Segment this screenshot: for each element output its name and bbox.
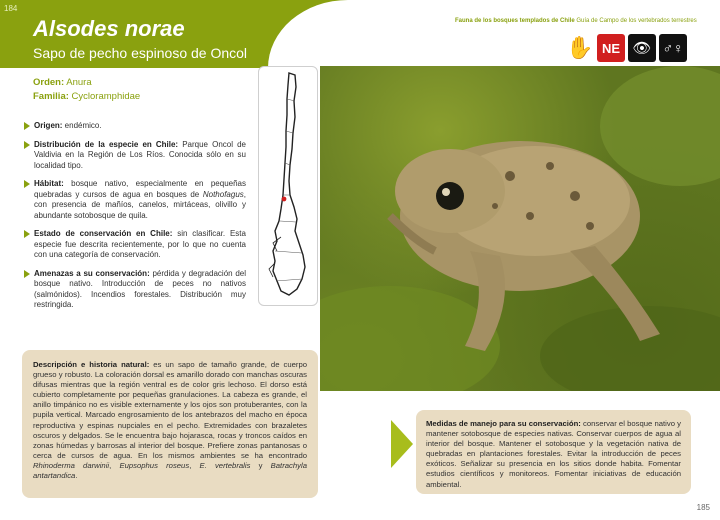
guide-title [455, 18, 697, 24]
fact-label: Hábitat: [34, 179, 64, 188]
sex-symbols-icon: ♂♀ [659, 34, 687, 62]
family-label: Familia: [33, 91, 69, 102]
family-value: Cycloramphidae [71, 91, 141, 102]
eye-icon: 👁 [628, 34, 656, 62]
management-label: Medidas de manejo para su conservación: [426, 419, 581, 428]
fact-label: Distribución de la especie en Chile: [34, 139, 179, 149]
fact-label: Origen: [34, 121, 63, 130]
description-end: . [75, 471, 78, 481]
order-value: Anura [66, 77, 92, 88]
fact-threats [24, 269, 246, 311]
locality-marker [282, 197, 287, 202]
conservation-status-badge: NE [597, 34, 625, 62]
common-name: Sapo de pecho espinoso de Oncol [33, 45, 248, 61]
separator: , [109, 460, 120, 470]
fact-distribution [24, 140, 246, 172]
species-name: Alsodes norae [33, 16, 185, 41]
taxonomy [33, 76, 140, 104]
order-row [33, 76, 140, 90]
fact-text: sin clasificar. Esta especie fue descrita recientemente, por lo que no cuenta con una categoría de conservación. [34, 229, 246, 259]
guide-title-main: Fauna de los bosques templados de Chile [455, 18, 575, 24]
chile-map-icon [259, 67, 317, 305]
hand-icon: ✋ [566, 35, 594, 60]
management-text: conservar el bosque nativo y mantener sotobosque de especies nativas. Conservar cuerpos de agua al interior del bosque. Mantener el sotobosque y la vegetación nativa de quebradas en plantaciones forestales. Evitar la introducción de peces exóticos. Señalizar su presencia en los sitios donde habita. Fomentar estudios científicos y monitoreos. Fomentar iniciativas de educación ambiental. [426, 419, 681, 489]
fact-habitat [24, 179, 246, 221]
associated-species-3: E. vertebralis [199, 460, 251, 470]
arrow-icon [391, 420, 413, 468]
order-label: Orden: [33, 77, 65, 88]
family-row [33, 90, 140, 104]
frog-illustration [320, 66, 720, 391]
fact-conservation-status [24, 229, 246, 261]
fact-text-cont: , con presencia de mañíos, canelos, mirtáceas, olivillo y abundante sotobosque de quila. [34, 189, 246, 220]
associated-species-4: Batrachyla antartandica [33, 460, 307, 481]
species-photo [320, 66, 720, 391]
fact-text: bosque nativo, especialmente en pequeñas quebradas y cursos de agua en bosques de [34, 179, 246, 199]
description-text: es un sapo de tamaño grande, de cuerpo grueso y robusto. La coloración dorsal es amarillo dorado con manchas oscuras difusas mientras que la región ventral es de color gris lechoso. El dorso está cubierto completamente por pequeñas granulaciones. La cabeza es grande, el anillo timpánico no es visible externamente y los ojos son protuberantes, con la pupila vertical. Marcado engrosamiento de los antebrazos del macho en época reproductiva y espinas nupciales en el pecho. Extremidades con brazaletes oscuros y delgados. Se le encuentra bajo hojarasca, rocas y troncos caídos en zonas húmedas y barrosas al interior del bosque. Prefiere zonas pantanosas o cerca de cursos de agua. En los mismos ambientes se ha encontrado [33, 360, 307, 460]
page-number-bottom: 185 [696, 503, 710, 512]
description-box [22, 350, 318, 498]
fact-text: endémico. [62, 121, 102, 130]
fact-genus: Nothofagus [202, 189, 244, 199]
fact-list [24, 121, 246, 319]
associated-species-1: Rhinoderma darwinii [33, 460, 110, 470]
fact-text: pérdida y degradación del bosque nativo. Introducción de peces no nativos (salmónidos). Incendios forestales. Distribución muy restringida. [34, 268, 246, 309]
status-icons [566, 34, 687, 62]
fact-origin [24, 121, 246, 132]
separator: y [250, 460, 271, 470]
page-number-top: 184 [4, 4, 18, 13]
separator: , [189, 460, 200, 470]
fact-label: Amenazas a su conservación: [34, 268, 150, 278]
fact-label: Estado de conservación en Chile: [34, 229, 173, 238]
distribution-map [258, 66, 318, 306]
guide-title-sub: Guía de Campo de los vertebrados terrestres [576, 18, 697, 24]
fact-text: Parque Oncol de Valdivia en la Región de Los Ríos. Conocida sólo en su localidad tipo. [34, 139, 247, 170]
description-label: Descripción e historia natural: [33, 360, 150, 369]
management-box [416, 410, 691, 494]
associated-species-2: Eupsophus roseus [119, 460, 190, 470]
